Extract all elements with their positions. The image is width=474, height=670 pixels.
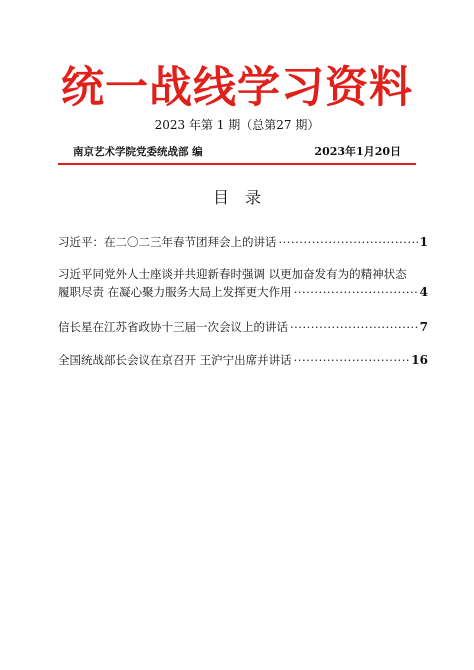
toc-leader-dots bbox=[294, 351, 410, 369]
toc-entry-title: 全国统战部长会议在京召开 王沪宁出席并讲话 bbox=[58, 353, 292, 367]
toc-leader-dots bbox=[294, 283, 418, 301]
toc-leader-dots bbox=[279, 233, 418, 251]
toc-entry-2-line-1[interactable]: 习近平同党外人士座谈并共迎新春时强调 以更加奋发有为的精神状态 bbox=[58, 267, 407, 281]
toc-entry-title: 履职尽责 在凝心聚力服务大局上发挥更大作用 bbox=[58, 285, 292, 299]
toc-title: 目录 bbox=[212, 188, 277, 207]
toc-entry-2[interactable] bbox=[58, 283, 428, 301]
red-divider bbox=[58, 163, 416, 165]
toc-entry-3[interactable] bbox=[58, 318, 428, 336]
toc-leader-dots bbox=[290, 318, 418, 336]
toc-entry-title: 习近平：在二〇二三年春节团拜会上的讲话 bbox=[58, 235, 277, 249]
toc-entry-4[interactable] bbox=[58, 351, 428, 369]
toc-entry-page: 7 bbox=[419, 320, 428, 334]
toc-entry-page: 1 bbox=[419, 235, 428, 249]
toc-entry-1[interactable] bbox=[58, 233, 428, 251]
publish-date: 2023年1月20日 bbox=[314, 145, 401, 158]
issue-number: 2023 年第 1 期（总第27 期） bbox=[154, 118, 320, 132]
toc-entry-page: 4 bbox=[419, 285, 428, 299]
publisher-label: 南京艺术学院党委统战部 编 bbox=[73, 146, 203, 158]
toc-entry-title: 信长星在江苏省政协十三届一次会议上的讲话 bbox=[58, 320, 288, 334]
masthead-title: 统一战线学习资料 bbox=[61, 63, 413, 113]
toc-entry-page: 16 bbox=[411, 353, 428, 367]
